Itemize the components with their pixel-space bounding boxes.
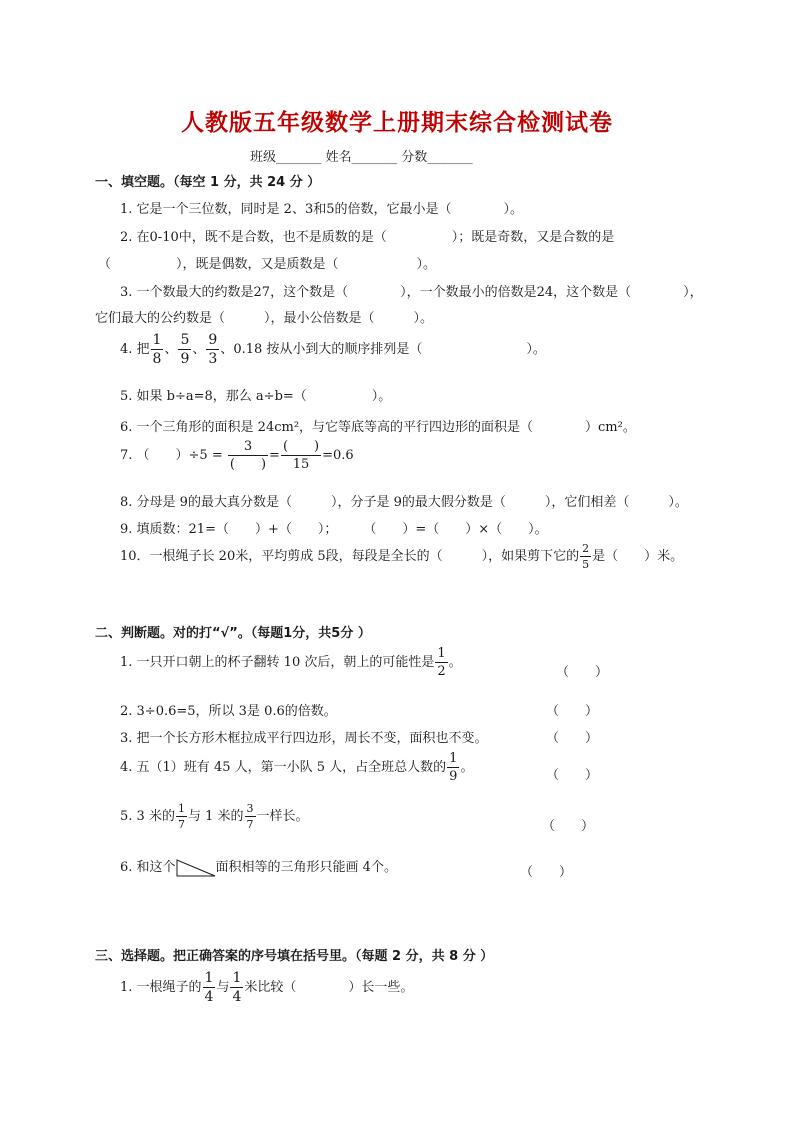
judgment-5 [120, 803, 309, 830]
fraction: $\frac{1}{8}$ [152, 332, 162, 367]
j1-suffix: 。 [448, 655, 462, 670]
fraction: $\frac{1}{4}$ [232, 970, 242, 1005]
question-1-8: 8. 分母是 9的最大真分数是（ ），分子是 9的最大假分数是（ ），它们相差（ ）。 [120, 495, 688, 510]
q7-suffix: =0.6 [322, 448, 354, 463]
fraction: $\frac{3}{7}$ [246, 802, 254, 831]
right-triangle-icon [176, 859, 216, 877]
j5-mid: 与 1 米的 [187, 809, 244, 824]
fraction: $\frac{9}{3}$ [208, 332, 218, 367]
question-1-7 [120, 440, 354, 471]
question-1-2a: 2. 在0-10中，既不是合数，也不是质数的是（ ）；既是奇数，又是合数的是 [120, 230, 615, 245]
question-1-6: 6. 一个三角形的面积是 24cm²，与它等底等高的平行四边形的面积是（ ）cm²。 [120, 420, 636, 435]
choice-1 [120, 971, 413, 1004]
fraction: $\frac{1}{9}$ [449, 751, 458, 784]
fraction: $\frac{( )}{15}$ [282, 439, 320, 472]
answer-paren[interactable]: （ ） [546, 731, 599, 746]
judgment-6 [120, 856, 397, 877]
question-1-3b: 它们最大的公约数是（ ），最小公倍数是（ ）。 [95, 311, 434, 326]
section3-heading: 三、选择题。把正确答案的序号填在括号里。（每题 2 分，共 8 分 ） [95, 949, 494, 964]
section1-heading: 一、填空题。（每空 1 分，共 24 分 ） [95, 175, 321, 190]
question-1-3a: 3. 一个数最大的约数是27，这个数是（ ），一个数最小的倍数是24，这个数是（ ）， [120, 285, 703, 300]
judgment-4 [120, 752, 473, 783]
q4-suffix: 、0.18 按从小到大的顺序排列是（ ）。 [220, 342, 546, 357]
j6-suffix: 面积相等的三角形只能画 4个。 [215, 860, 397, 875]
fraction: $\frac{1}{7}$ [177, 802, 185, 831]
question-1-10 [120, 543, 683, 570]
separator: 、 [192, 342, 206, 357]
j5-suffix: 一样长。 [256, 809, 309, 824]
section2-heading: 二、判断题。对的打“√”。（每题1分，共5分 ） [95, 626, 371, 641]
judgment-2: 2. 3÷0.6=5，所以 3是 0.6的倍数。 [120, 704, 337, 719]
separator: 、 [164, 342, 178, 357]
question-1-5: 5. 如果 b÷a=8，那么 a÷b=（ ）。 [120, 389, 392, 404]
j4-suffix: 。 [460, 760, 474, 775]
q10-prefix: 10．一根绳子长 20米，平均剪成 5段，每段是全长的（ ），如果剪下它的 [120, 549, 580, 564]
question-1-9: 9. 填质数：21=（ ）+（ ）； （ ）=（ ）×（ ）。 [120, 522, 548, 537]
c1-prefix: 1. 一根绳子的 [120, 980, 202, 995]
judgment-3: 3. 把一个长方形木框拉成平行四边形，周长不变，面积也不变。 [120, 731, 488, 746]
student-info-line: 班级_______ 姓名_______ 分数_______ [250, 150, 473, 165]
answer-paren[interactable]: （ ） [556, 665, 609, 680]
answer-paren[interactable]: （ ） [542, 819, 595, 834]
fraction: $\frac{1}{2}$ [437, 646, 446, 679]
j1-prefix: 1. 一只开口朝上的杯子翻转 10 次后，朝上的可能性是 [120, 655, 435, 670]
fraction: $\frac{2}{5}$ [582, 542, 590, 571]
question-1-1: 1. 它是一个三位数，同时是 2、3和5的倍数，它最小是（ ）。 [120, 202, 523, 217]
answer-paren[interactable]: （ ） [546, 768, 599, 783]
fraction: $\frac{3}{( )}$ [229, 439, 267, 472]
answer-paren[interactable]: （ ） [546, 704, 599, 719]
fraction: $\frac{5}{9}$ [180, 332, 190, 367]
q4-prefix: 4. 把 [120, 342, 150, 357]
j5-prefix: 5. 3 米的 [120, 809, 175, 824]
j4-prefix: 4. 五（1）班有 45 人，第一小队 5 人，占全班总人数的 [120, 760, 447, 775]
q10-suffix: 是（ ）米。 [592, 549, 684, 564]
c1-mid: 与 [216, 980, 230, 995]
j6-prefix: 6. 和这个 [120, 860, 176, 875]
question-1-4 [120, 333, 546, 366]
equals: = [269, 448, 280, 463]
c1-suffix: 米比较（ ）长一些。 [244, 980, 414, 995]
q7-prefix: 7. （ ）÷5 = [120, 448, 223, 463]
fraction: $\frac{1}{4}$ [204, 970, 214, 1005]
page-title: 人教版五年级数学上册期末综合检测试卷 [181, 110, 613, 136]
judgment-1 [120, 647, 462, 678]
question-1-2b: （ ），既是偶数，又是质数是（ ）。 [98, 257, 437, 272]
answer-paren[interactable]: （ ） [520, 865, 573, 880]
